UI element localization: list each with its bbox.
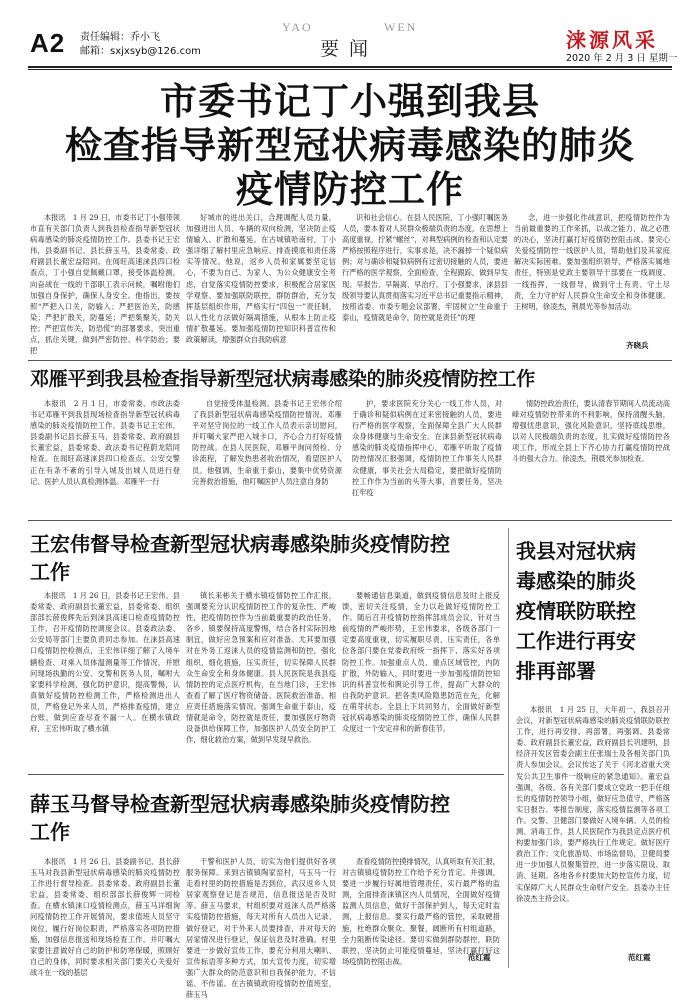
article3-col2: 镇长来彬关于横水镇疫情防控工作汇报，强调要充分认识疫情防控工作的复杂性、严峻性，把疫情防控作为当前最重要的政治任务，各乡、镇要保持高度警惕，结合各村实际因地制宜，做好应急预案和应对准备。尤其要加强对在外务工返涞人员的疫情监测和防控，强化组织，细化措施，压实责任，切实保障人民群众生命安全和身体健康。县人民医院是我县疫情防控的定点医疗机构，在当地门诊，王宏伟查看了解了医疗物资储备、医院救治准备、相应责任措施落实情况。强调生命重于泰山，疫情就是命令，防控就是责任，要加强医疗物资设备供给保障工作，加强医护人员安全防护工作，细化救治方案，做到早发现早救治。	[186, 591, 336, 745]
article1-col2: 好城市的进出关口，合理调配人员力量，加强进出人员、车辆的双向检测，坚决防止疫情输入、扩散和蔓延。在古城镇哈南村，丁小强详细了解村里应急响应、排查摸底和责任落实等情况。他说，返乡人员和家属要坚定信心，不要为自己、为家人、为公众健康安全考虑，自觉落实疫情防控要求，积极配合居家医学观察。要加强联防联控，群防群治，充分发挥基层组织作用，严格实行“四包一”责任制，以人性化方法做好隔离措施，从根本上防止疫情扩散蔓延。要加强疫情防控知识科普宣传和政策解读，增强群众自我防病意	[186, 213, 336, 345]
article4-title-line1: 我县对冠状病	[516, 539, 636, 563]
article2-col4: 情防控政治责任，要认清春节期间人员流动高峰对疫情防控带来的不利影响，保持清醒头脑，增强忧患意识，强化风险意识，坚持底线思维，以对人民极端负责的态度，扎实做好疫情防控各项工作，形成全县上下齐心协力打赢疫情防控战斗的强大合力。徐凌杰，荆晨光参加检查。	[512, 399, 670, 464]
divider	[28, 520, 672, 521]
email-label: 邮箱：sxjxsyb@126.com	[80, 46, 201, 57]
article2-headline: 邓雁平到我县检查指导新型冠状病毒感染的肺炎疫情防控工作	[30, 368, 535, 390]
article4-title-line4: 工作进行再安	[516, 629, 636, 653]
column-divider	[508, 528, 509, 968]
article5-col3: 查看疫情防控摸排情况，认真听取有关汇报，对古镇镇疫情防控工作给予充分肯定。并强调，要进一步履行好属地管理责任，实行最严格的监测，全面排查涞镇区内人员情况，全面做好疫情监测人员信息，做好干部保护到人，每天定时监测，上报信息。要实行最严格的管控，采取硬措施，杜绝群众聚众、聚餐，阔断所有村组道路，全力阻断传染途径。要切实做到群防群控，联防联控，坚决防止可能疫情蔓延，坚决打赢打好这场疫情防控阻击战。	[342, 857, 500, 966]
article5-col2: 干警和医护人员，切实为他们提供好各项服务保障。来到古镇镇陶家窑村，马玉马一行走看村里的防控措施是否到位，武汉返乡人员居家观察登记是否规范，信息报送是否及时等。薛玉马要求，村组织要对返涞人员严格落实疫情防控措施，每天对所有人员出入记录、做好登记，对于外来人员要排查，并对每天的居家情况进行登记，保证信息及时准确。村里要进一步做好宣传工作，要充分利用大喇叭、宣传标语等多种方式，加大宣传力度，切实增强广大群众的防范意识和自我保护能力，不信谣、不传谣。在古镇镇政府疫情防控值班室，薛玉马	[186, 857, 336, 1000]
section-title: 要闻	[320, 38, 379, 60]
masthead	[0, 0, 700, 72]
article1-title-line2: 检查指导新型冠状病毒感染的肺炎	[65, 124, 635, 167]
article3-title-line2: 工作	[30, 560, 70, 584]
article2-col2: 自觉接受体温检测。县委书记王宏伟介绍了我县新型冠状病毒感染疫情防控情况。邓雁平对坚守岗位的一线工作人员表示亲切慰问，并叮嘱大家严把入城卡口，齐心合力打好疫情防控战。在县人民医院，邓雁平询问预检、分诊流程，了解发热患者收治情况，看望医护人员。他强调，生命重于泰山，要集中优势资源完善救治措施，他叮嘱医护人员注意自身防	[192, 399, 342, 486]
article1-col3: 识和社会信心。在县人民医院，丁小强叮嘱医务人员，要本着对人民群众极端负责的态度，在思想上高度重视，拧紧“螺丝”，对典型病例的检查和认定要严格按照程序进行，实事求是，决不漏掉一个疑似病例；对与确诊和疑似病例有过密切接触的人员，要进行严格的医学观察，全面检查、全程跟踪，做到早发现、早报告、早隔离、早治疗。丁小强要求，涞县县级领导要认真贯彻落实习近平总书记重要指示精神，按照省委、市委专题会议部署，牢固树立“生命重于泰山，疫情就是命令，防控就是责任”的理	[342, 213, 508, 322]
article1-title-line1: 市委书记丁小强到我县	[160, 80, 540, 123]
article4-body: 本报讯 1 月 25 日，大年初一，我县召开会议，对新型冠状病毒感染的肺炎疫情联防联控工作，进行再安排、再部署，再强调。县委常委、政府副县长董宏益，政府副县长巩建明，县经济开发区管委会副主任张瑞士及各相关部门负责人参加会议。会议传达了关于《河北省重大突发公共卫生事件一级响应的紧急通知》。董宏益强调，各级、各有关部门要成立党政一把手任组长的疫情防控领导小组，做好应急值守，严格落实日报告、零报告制度，落实疫情监测等各项工作。交警、卫健部门要做好入境车辆、人员的检测、消毒工作，县人民医院作为我县定点医疗机构要加强门诊，要严格执行工作规定。做好医疗救治工作；文化旅游局、市场监督局，卫健局要进一步加强人员聚集管控，进一步落实限设、取消、延期。各地各乡村要加大防控宣传力度，切实保障广大人民群众生命财产安全。县委办主任徐凌杰主持会议。	[516, 705, 670, 903]
article1-col4: 念，进一步强化作战意识，把疫情防控作为当前最重要的工作来抓，以战之能力、战之必胜的决心，坚决打赢打好疫情防控阻击战。要完心关爱疫情防控一线医护人员，帮助他们及其家庭解决实际困难。要加强组织领导，严格落实属地责任，特别是党政主要领导干部要在一线调度、一线指挥，一线督导，做到守土有责、守土尽责，全力守护好人民群众生命安全和身体健康。王树明，徐凌杰，荆晨光等参加活动。	[514, 213, 670, 311]
section-en-2: WEN	[384, 20, 418, 34]
article4-title-line2: 毒感染的肺炎	[516, 569, 636, 593]
article5-headline	[30, 790, 500, 846]
article3-headline	[30, 530, 500, 586]
article5-col1: 本报讯 1 月 26 日，县委副书记、县长薛玉马对我县新型冠状病毒感染的肺炎疫情防控工作进行督导检查。县委常委、政府副县长董宏益，县委常委、组织部部长薛俊辉一同检查。在横水镇涞口疫情检测点，薛玉马详细询问疫情防控工作开展情况，要求值班人员坚守岗位，履行好岗位职责，严格落实各项防控措施，加强信息报送和现场检查工作。并叮嘱大家要注意做好自己的防护和防寒保暖，照顾好自己的身体，同时要求相关部门要关心关爱好战斗在一线的基层	[30, 857, 180, 977]
article3-col1: 本报讯 1 月 26 日，县委书记王宏伟、县委常委、政府副县长董宏益，县委常委、组织部部长薛俊辉先后到涞县高速口检查疫情防控工作，召开疫情防控调度会议。县委政法委、公安局等部门主要负责同志参加。在涞县高速口疫情防控检测点，王宏伟详细了解了入境车辆检查、对乘入员体温测量等工作情况，并慰问现场执勤的公安、交警和医务人员，嘱咐大家要科学检测，强化防护意识，提高警惕，认真做好疫情防控检测工作，严格检测进出人员，严格登记外来人员，严格排查疫情，建立台账，做到应查尽查不漏一人。在横水镇政府，王宏伟听取了横水镇	[30, 591, 180, 734]
article4-title-line3: 疫情联防联控	[516, 599, 636, 623]
article3-title-line1: 王宏伟督导检查新型冠状病毒感染肺炎疫情防控	[30, 532, 450, 556]
header-rule	[28, 66, 672, 68]
page-code: A2	[30, 28, 66, 58]
paper-brand: 涞源风采	[566, 28, 658, 52]
divider	[28, 774, 504, 775]
article2-col3: 护，要求医院充分关心一线工作人员，对于确诊和疑似病例在过来密接触的人员，要进行严格的医学观察，全面保障全县广大人民群众身体健康与生命安全。在涞县新型冠状病毒感染的肺炎疫情指挥中心，邓雁平听取了疫情防控情况汇报强调，疫情防控工作事关人民群众健康，事关社会大局稳定，要把做好疫情防控工作作为当前的头等大事，首要任务，坚决扛牢疫	[352, 399, 502, 497]
article5-title-line1: 薛玉马督导检查新型冠状病毒感染肺炎疫情防控	[30, 792, 450, 816]
article2-col1: 本报讯 2 月 1 日，市委常委、市政法委书记邓雁平到我县现场检查指导新型冠状病毒感染的肺炎疫情防控工作。县委书记王宏伟，县委副书记县长薛玉马，县委常委、政府副县长董宏益，县委常委、政法委书记程蔚龙陪同检查。在闻旺高速涞县四口检查点，公安交警正在有条不紊的引导入城及出城人员进行登记、医护人员认真检测体温。邓雁平一行	[30, 399, 180, 486]
article5-title-line2: 工作	[30, 820, 70, 844]
editor-label: 责任编辑：乔小飞	[80, 32, 160, 43]
editor-info	[80, 31, 201, 59]
divider	[28, 360, 672, 361]
article3-col3: 要畅通信息渠道，做到疫情信息及时上报反馈，密切关注疫情，全力以赴做好疫情防控工作。随后召开疫情防控指挥部成员会议，针对当前疫情的严峻形势，王宏伟要求，各级各部门一定要高度重视，切实履职尽责，压实责任，各单位各部门要在党委政府统一指挥下，落实好各项防控工作。加强重点人员、重点区域管控，内防扩散，外防输入，同时要进一步加强疫情防控知识的科普宣传和舆论引导工作，提高广大群众的自我防护意识。把各类风险隐患防范在先，化解在萌芽状态。全县上下共同努力，全面做好新型冠状病毒感染的肺炎疫情防控工作，确保人民群众度过一个安定祥和的新春佳节。	[342, 591, 500, 734]
article1-headline	[40, 80, 660, 212]
article1-signature: 齐晓兵	[626, 341, 649, 350]
article1-title-line3: 疫情防控工作	[236, 168, 464, 211]
dateline: 2020 年 2 月 3 日 星期一	[566, 53, 678, 64]
header-rule-thin	[28, 69, 672, 70]
article4-title-line5: 排再部署	[516, 659, 596, 683]
article5-signature: 范红霞	[468, 953, 491, 962]
section-en-1: YAO	[282, 20, 313, 34]
article4-headline	[516, 536, 670, 686]
article1-col1: 本报讯 1 月 29 日，市委书记丁小强带领市直有关部门负责人到我县检查指导新型冠状病毒感染的肺炎疫情防控工作。县委书记王宏伟，县委副书记、县长薛玉马，县委常委、政府副县长董宏益陪同。在闻旺高速涞县四口检查点，丁小强自觉佩戴口罩，接受体温检测，向奋战在一线的干部职工表示问候，嘱咐他们加强自身保护，确保人身安全。他指出，要按照“严把入口关，防输入；严把医治关，防感染；严把扩散关，防蔓延；严把集聚关，防关控；严把宣传关，防恐慌”的部署要求，突出重点，抓住关键，做到严密防控、科学防治；要把	[30, 213, 180, 356]
article4-signature: 范红霞	[628, 953, 651, 962]
